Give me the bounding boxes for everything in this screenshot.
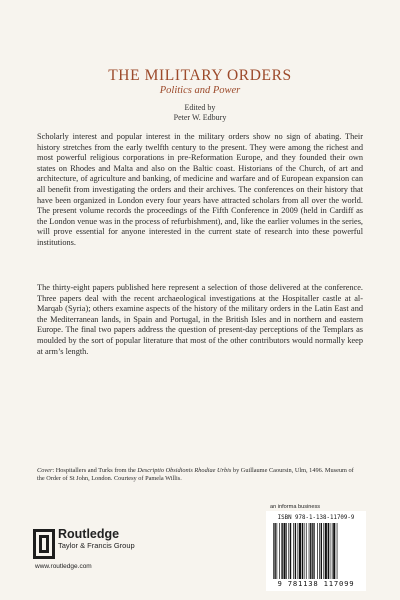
barcode-box bbox=[266, 503, 366, 591]
header bbox=[0, 68, 400, 122]
cover-prefix: : Hospitallers and Turks from the bbox=[52, 467, 138, 474]
barcode-bar bbox=[277, 523, 278, 579]
informa-label: an informa business bbox=[266, 503, 366, 511]
barcode-bar bbox=[290, 523, 291, 579]
barcode-bar bbox=[323, 523, 324, 579]
barcode-bar bbox=[273, 523, 274, 579]
routledge-tower-icon bbox=[33, 529, 55, 559]
barcode-bar bbox=[298, 523, 299, 579]
book-title: THE MILITARY ORDERS bbox=[108, 67, 292, 84]
barcode-bar bbox=[333, 523, 335, 579]
cover-label: Cover bbox=[37, 467, 53, 474]
barcode-bar bbox=[293, 523, 294, 579]
barcode-bar bbox=[304, 523, 305, 579]
barcode-bar bbox=[299, 523, 301, 579]
isbn-label: ISBN 978-1-138-11709-9 bbox=[266, 511, 366, 521]
barcode-bar bbox=[325, 523, 327, 579]
barcode-bar bbox=[314, 523, 315, 579]
barcode-bar bbox=[281, 523, 282, 579]
publisher-group: Taylor & Francis Group bbox=[58, 541, 135, 550]
cover-work-title: Descriptio Obsidionis Rhodiae Urbis bbox=[137, 467, 232, 474]
description-paragraph-2: The thirty-eight papers published here represent a selection of those delivered at the conference. Three papers deal with the recent archaeological investigations at the Hospitaller castle at al-Marqab (Syria); others examine aspects of the history of the military orders in the Latin East and the Mediterranean lands, in Spain and Portugal, in the British Isles and in northern and eastern Europe. The final two papers address the question of present-day perceptions of the Templars as moulded by the sort of popular literature that most of the other contributors would normally keep at arm’s length. bbox=[37, 283, 363, 356]
barcode-bar bbox=[302, 523, 303, 579]
barcode-bar bbox=[317, 523, 318, 579]
publisher-name: Routledge bbox=[58, 527, 120, 541]
description-paragraph-1: Scholarly interest and popular interest in the military orders show no sign of abating. Their history stretches from the early twelfth century to the present. They were among the richest and most powerful religious corporations in pre-Reformation Europe, and they founded their own states on Rhodes and Malta and also on the Baltic coast. Historians of the Church, of art and architecture, of agriculture and banking, of medicine and warfare and of European expansion can all benefit from investigating the orders and their archives. The conferences on their history that have been organized in London every four years have attracted scholars from all over the world. The present volume records the proceedings of the Fifth Conference in 2009 (held in Cardiff as the London venue was in the process of refurbishment), and, like the earlier volumes in the series, will prove essential for anyone interested in the current state of research into these powerful institutions. bbox=[37, 132, 363, 247]
barcode-bar bbox=[328, 523, 329, 579]
barcode-bar bbox=[306, 523, 307, 579]
barcode-bar bbox=[286, 523, 287, 579]
barcode-bar bbox=[330, 523, 331, 579]
barcode-bar bbox=[310, 523, 311, 579]
barcode-bar bbox=[284, 523, 286, 579]
barcode-bar bbox=[319, 523, 320, 579]
barcode-bar bbox=[274, 523, 275, 579]
barcode-bar bbox=[309, 523, 310, 579]
edited-by-label: Edited by bbox=[184, 103, 216, 112]
barcode-bar bbox=[332, 523, 333, 579]
barcode-image bbox=[271, 523, 361, 579]
barcode-bar bbox=[279, 523, 280, 579]
publisher-block bbox=[58, 527, 135, 550]
barcode-bar bbox=[295, 523, 296, 579]
book-subtitle: Politics and Power bbox=[159, 85, 241, 96]
barcode-bar bbox=[321, 523, 322, 579]
cover-credit bbox=[37, 467, 363, 483]
barcode-number: 9 781138 117099 bbox=[266, 579, 366, 591]
publisher-url: www.routledge.com bbox=[35, 563, 92, 570]
editor-name: Peter W. Edbury bbox=[173, 112, 227, 122]
barcode-bar bbox=[337, 523, 338, 579]
barcode-bar bbox=[312, 523, 313, 579]
cover-suffix: by Guillaume Caoursin, Ulm, 1496. Museum of the Order of St John, London. Courtesy of Pamela Willis. bbox=[37, 467, 354, 483]
barcode-bar bbox=[288, 523, 289, 579]
